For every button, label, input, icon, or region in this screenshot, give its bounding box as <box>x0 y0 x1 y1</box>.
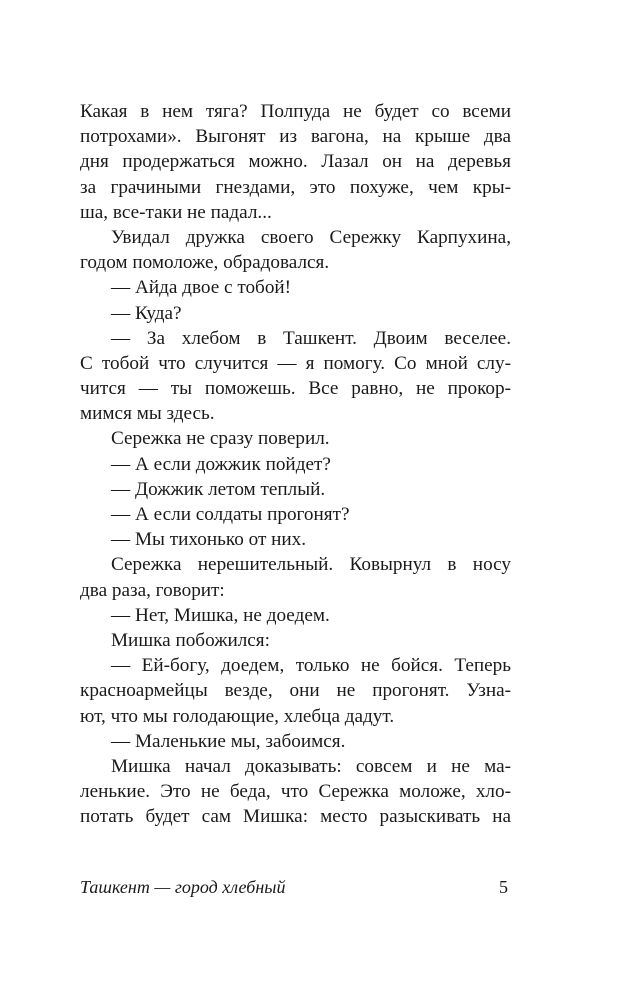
text-line: Какая в нем тяга? Полпуда не будет со всеми <box>80 101 511 122</box>
text-line: — Дожжик летом теплый. <box>111 478 326 500</box>
text-line: — Айда двое с тобой! <box>111 277 292 299</box>
text-line: С тобой что случится — я помогу. Со мной слу- <box>80 352 511 374</box>
text-line: мимся мы здесь. <box>80 403 215 425</box>
text-line: ша, все-таки не падал... <box>80 201 272 223</box>
text-line: Мишка начал доказывать: совсем и не ма- <box>111 755 511 777</box>
text-line: Сережка нерешительный. Ковырнул в носу <box>111 554 511 576</box>
text-line: — А если дожжик пойдет? <box>111 453 331 475</box>
text-line: — Нет, Мишка, не доедем. <box>111 604 330 626</box>
text-line: два раза, говорит: <box>80 579 225 601</box>
text-line: ют, что мы голодающие, хлебца дадут. <box>80 705 395 727</box>
text-line: потрохами». Выгонят из вагона, на крыше два <box>80 126 511 148</box>
running-title: Ташкент — город хлебный <box>80 877 286 897</box>
text-line: годом помоложе, обрадовался. <box>80 252 330 274</box>
text-line: красноармейцы везде, они не прогонят. Узна- <box>80 680 511 702</box>
text-line: — А если солдаты прогонят? <box>111 504 350 525</box>
text-line: ленькие. Это не беда, что Сережка моложе, хло- <box>80 781 511 803</box>
text-line: за грачиными гнездами, это похуже, чем кры- <box>80 176 511 198</box>
text-line: чится — ты поможешь. Все равно, не прокор- <box>80 378 511 400</box>
page-number: 5 <box>499 877 508 897</box>
text-line: Сережка не сразу поверил. <box>111 428 330 450</box>
text-line: — Мы тихонько от них. <box>111 529 307 551</box>
page-footer <box>80 874 511 900</box>
page-body-text <box>80 99 511 829</box>
text-line: — Маленькие мы, забоимся. <box>111 730 346 752</box>
text-line: Увидал дружка своего Сережку Карпухина, <box>111 226 511 248</box>
text-line: — Ей-богу, доедем, только не бойся. Теперь <box>111 655 511 677</box>
text-line: — Куда? <box>111 302 182 324</box>
text-line: потать будет сам Мишка: место разыскивать на <box>80 806 511 828</box>
text-line: дня продержаться можно. Лазал он на деревья <box>80 151 511 173</box>
text-line: Мишка побожился: <box>111 629 270 651</box>
text-line: — За хлебом в Ташкент. Двоим веселее. <box>111 327 511 349</box>
